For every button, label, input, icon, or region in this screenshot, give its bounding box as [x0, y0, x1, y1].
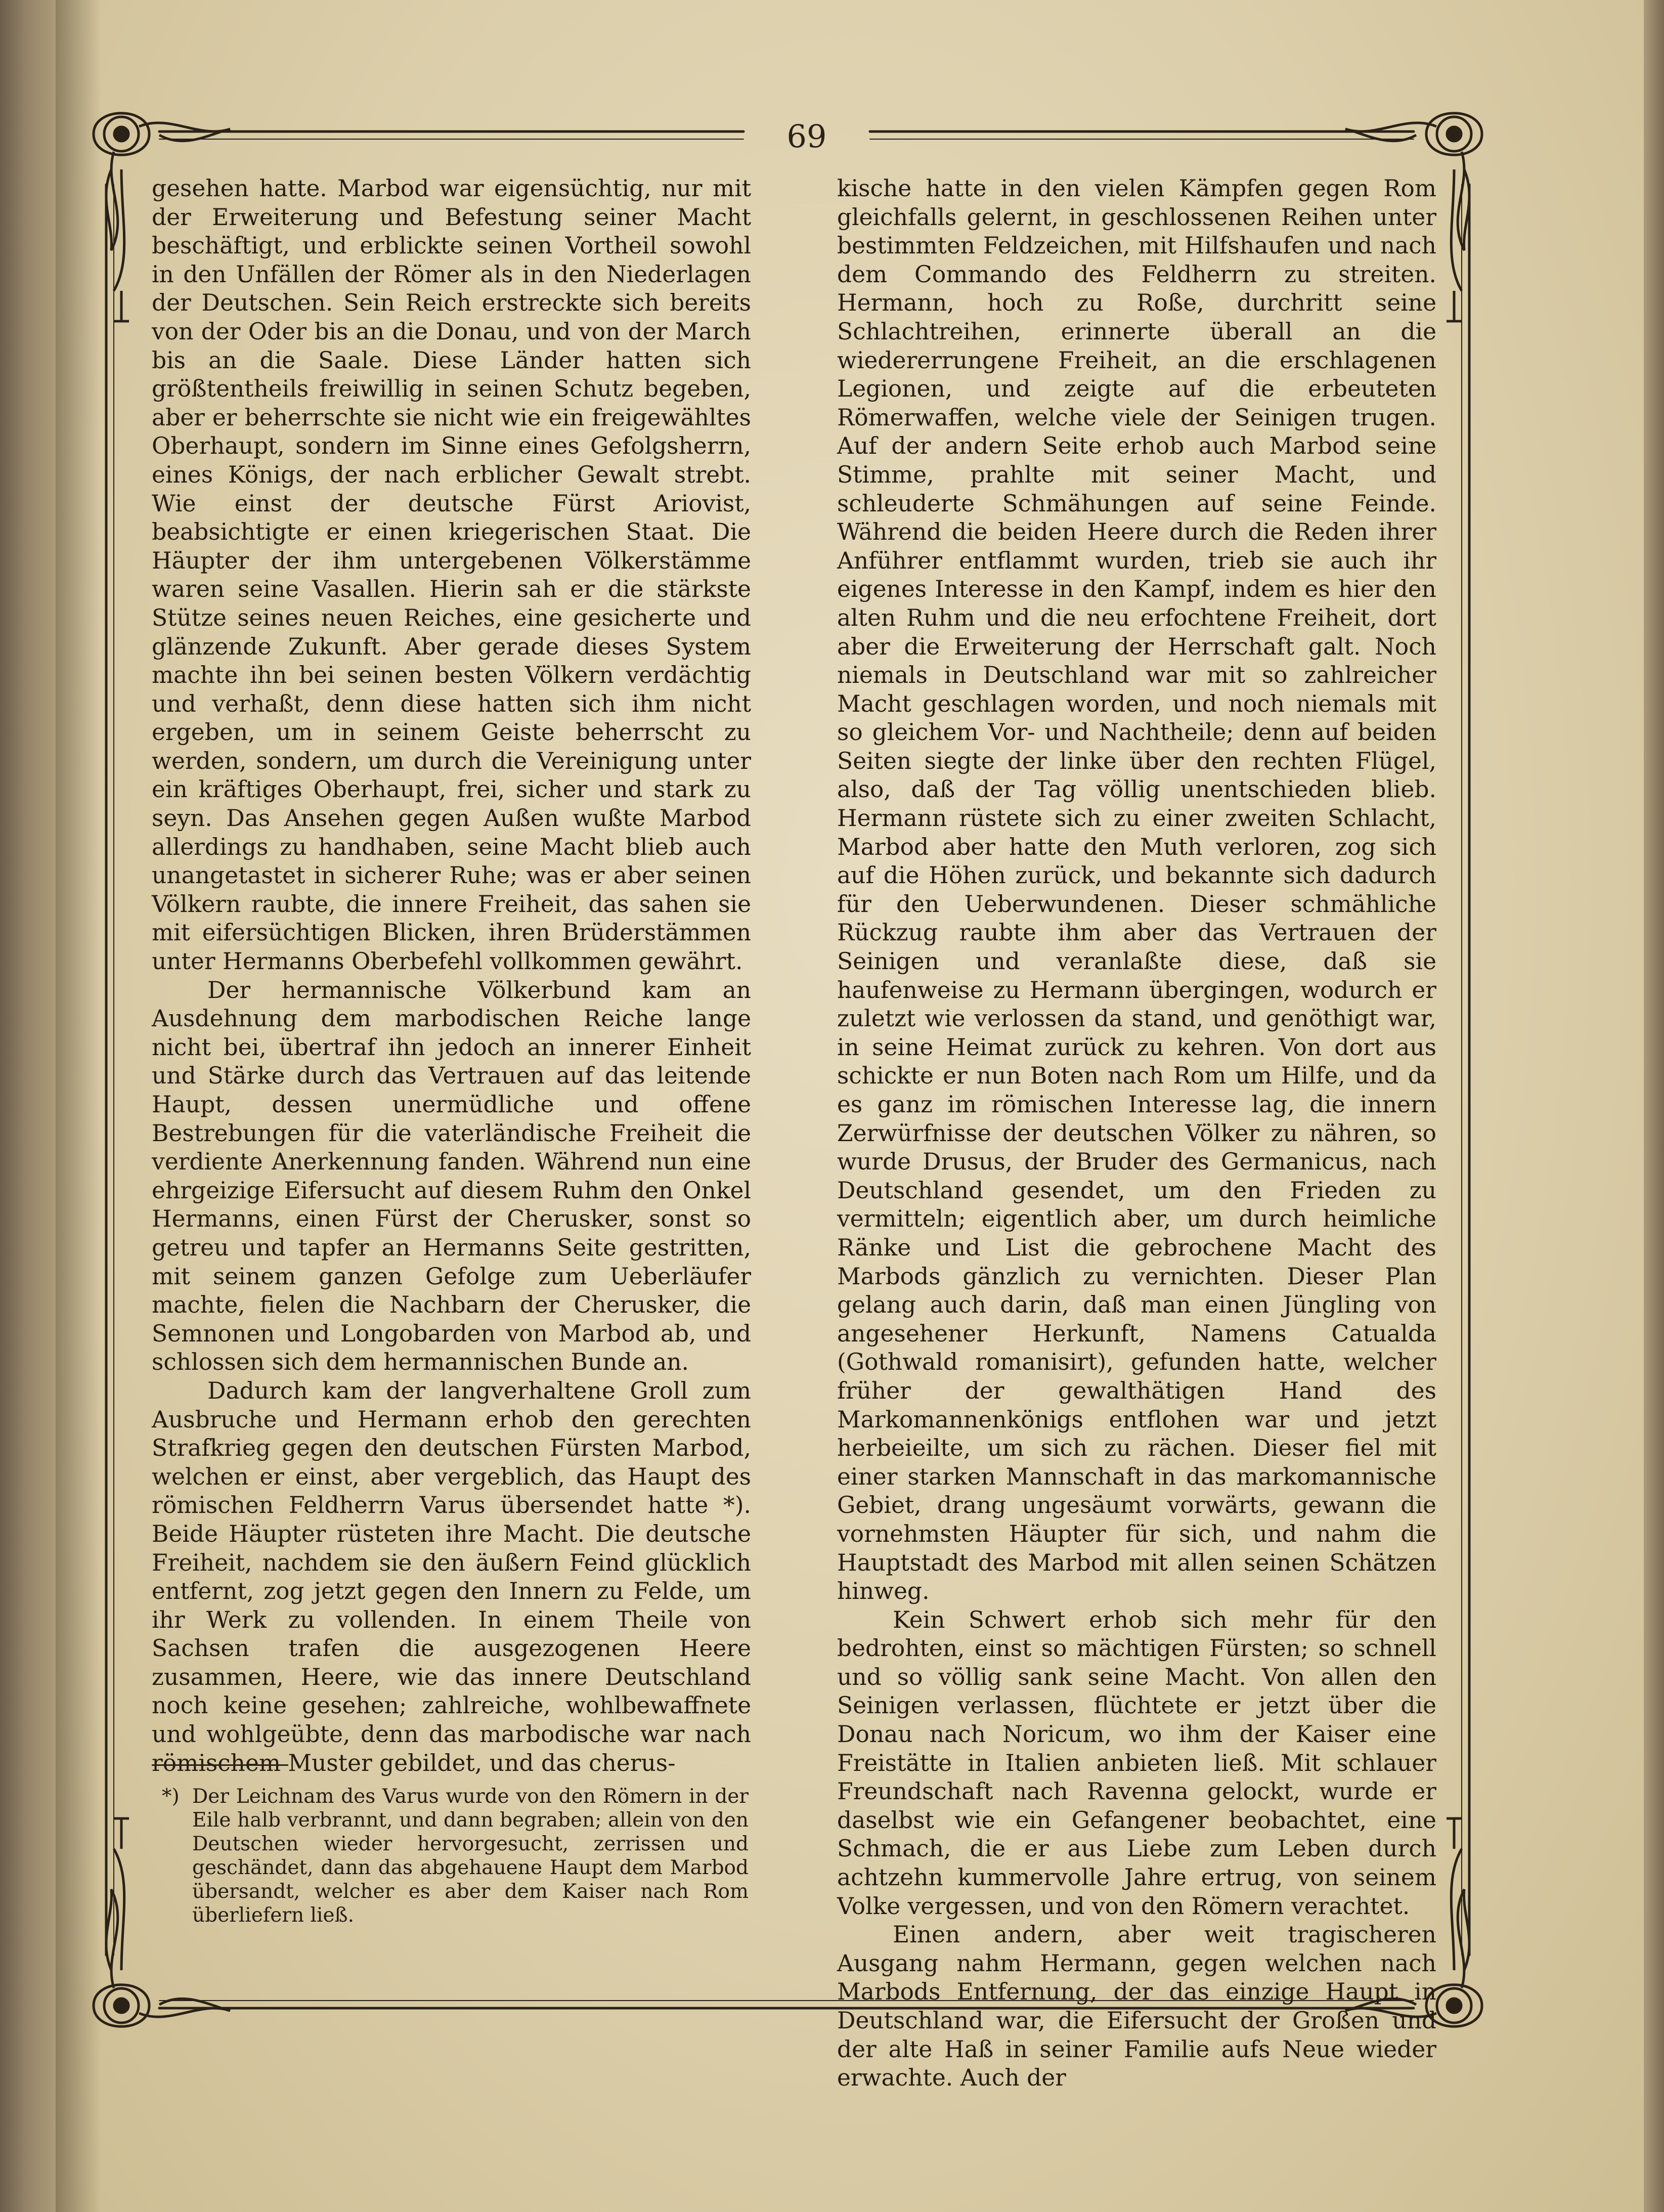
- footnote-rule: [152, 1764, 288, 1766]
- page-number: 69: [786, 118, 827, 155]
- paragraph: gesehen hatte. Marbod war eigensüchtig, nur mit der Erweiterung und Befestung seiner Macht beschäftigt, und erblickte seinen Vortheil sowohl in den Unfällen der Römer als in den Niederlagen der Deutschen. Sein Reich erstreckte sich bereits von der Oder bis an die Donau, und von der March bis an die Saale. Diese Länder hatten sich größtentheils freiwillig in seinen Schutz begeben, aber er beherrschte sie nicht wie ein freigewähltes Oberhaupt, sondern im Sinne eines Gefolgsherrn, eines Königs, der nach erblicher Gewalt strebt. Wie einst der deutsche Fürst Ariovist, beabsichtigte er einen kriegerischen Staat. Die Häupter der ihm untergebenen Völkerstämme waren seine Vasallen. Hierin sah er die stärkste Stütze seines neuen Reiches, eine gesicherte und glänzende Zukunft. Aber gerade dieses System machte ihn bei seinen besten Völkern verdächtig und verhaßt, denn diese hatten sich ihm nicht ergeben, um in seinem Geiste beherrscht zu werden, sondern, um durch die Vereinigung unter ein kräftiges Oberhaupt, frei, sicher und stark zu seyn. Das Ansehen gegen Außen wußte Marbod allerdings zu handhaben, seine Macht blieb auch unangetastet in sicherer Ruhe; was er aber seinen Völkern raubte, die innere Freiheit, das sahen sie mit eifersüchtigen Blicken, ihren Brüderstämmen unter Hermanns Oberbefehl vollkommen gewährt.: [152, 175, 751, 975]
- paragraph: Kein Schwert erhob sich mehr für den bedrohten, einst so mächtigen Fürsten; so schnell und so völlig sank seine Macht. Von allen den Seinigen verlassen, flüchtete er jetzt über die Donau nach Noricum, wo ihm der Kaiser eine Freistätte in Italien anbieten ließ. Mit schlauer Freundschaft nach Ravenna gelockt, wurde er daselbst wie ein Gefangener beobachtet, eine Schmach, die er aus Liebe zum Leben durch achtzehn kummervolle Jahre ertrug, von seinem Volke vergessen, und von den Römern verachtet.: [837, 1606, 1436, 1920]
- paragraph: kische hatte in den vielen Kämpfen gegen Rom gleichfalls gelernt, in geschlossenen Reihen unter bestimmten Feldzeichen, mit Hilfshaufen und nach dem Commando des Feldherrn zu streiten. Hermann, hoch zu Roße, durchritt seine Schlachtreihen, erinnerte überall an die wiedererrungene Freiheit, an die erschlagenen Legionen, und zeigte auf die erbeuteten Römerwaffen, welche viele der Seinigen trugen. Auf der andern Seite erhob auch Marbod seine Stimme, prahlte mit seiner Macht, und schleuderte Schmähungen auf seine Feinde. Während die beiden Heere durch die Reden ihrer Anführer entflammt wurden, trieb sie auch ihr eigenes Interesse in den Kampf, indem es hier den alten Ruhm und die neu erfochtene Freiheit, dort aber die Erweiterung der Herrschaft galt. Noch niemals in Deutschland war mit so zahlreicher Macht geschlagen worden, und noch niemals mit so gleichem Vor- und Nachtheile; denn auf beiden Seiten siegte der linke über den rechten Flügel, also, daß der Tag völlig unentschieden blieb. Hermann rüstete sich zu einer zweiten Schlacht, Marbod aber hatte den Muth verloren, zog sich auf die Höhen zurück, und bekannte sich dadurch für den Ueberwundenen. Dieser schmähliche Rückzug raubte ihm aber das Vertrauen der Seinigen und veranlaßte diese, daß sie haufenweise zu Hermann übergingen, wodurch er zuletzt wie verlossen da stand, und genöthigt war, in seine Heimat zurück zu kehren. Von dort aus schickte er nun Boten nach Rom um Hilfe, und da es ganz im römischen Interesse lag, die innern Zerwürfnisse der deutschen Völker zu nähren, so wurde Drusus, der Bruder des Germanicus, nach Deutschland gesendet, um den Frieden zu vermitteln; eigentlich aber, um durch heimliche Ränke und List die gebrochene Macht des Marbods gänzlich zu vernichten. Dieser Plan gelang auch darin, daß man einen Jüngling von angesehener Herkunft, Namens Catualda (Gothwald romanisirt), gefunden hatte, welcher früher der gewalthätigen Hand des Markomannenkönigs entflohen war und jetzt herbeieilte, um sich zu rächen. Dieser fiel mit einer starken Mannschaft in das markomannische Gebiet, drang ungesäumt vorwärts, gewann die vornehmsten Häupter für sich, und nahm die Hauptstadt des Marbod mit allen seinen Schätzen hinweg.: [837, 175, 1436, 1605]
- footnote: [162, 1785, 749, 1927]
- text-column-left: [152, 175, 751, 1985]
- paragraph: Dadurch kam der langverhaltene Groll zum Ausbruche und Hermann erhob den gerechten Strafkrieg gegen den deutschen Fürsten Marbod, welchen er einst, aber vergeblich, das Haupt des römischen Feldherrn Varus übersendet hatte *). Beide Häupter rüsteten ihre Macht. Die deutsche Freiheit, nachdem sie den äußern Feind glücklich entfernt, zog jetzt gegen den Innern zu Felde, um ihr Werk zu vollenden. In einem Theile von Sachsen trafen die ausgezogenen Heere zusammen, Heere, wie das innere Deutschland noch keine gesehen; zahlreiche, wohlbewaffnete und wohlgeübte, denn das marbodische war nach römischem Muster gebildet, und das cherus-: [152, 1377, 751, 1776]
- paragraph: Der hermannische Völkerbund kam an Ausdehnung dem marbodischen Reiche lange nicht bei, übertraf ihn jedoch an innerer Einheit und Stärke durch das Vertrauen auf das leitende Haupt, dessen unermüdliche und offene Bestrebungen für die vaterländische Freiheit die verdiente Anerkennung fanden. Während nun eine ehrgeizige Eifersucht auf diesem Ruhm den Onkel Hermanns, einen Fürst der Cherusker, sonst so getreu und tapfer an Hermanns Seite gestritten, mit seinem ganzen Gefolge zum Ueberläufer machte, fielen die Nachbarn der Cherusker, die Semnonen und Longobarden von Marbod ab, und schlossen sich dem hermannischen Bunde an.: [152, 976, 751, 1376]
- footnote-text: Der Leichnam des Varus wurde von den Römern in der Eile halb verbrannt, und dann begraben; allein von den Deutschen wieder hervorgesucht, zerrissen und geschändet, dann das abgehauene Haupt dem Marbod übersandt, welcher es aber dem Kaiser nach Rom überliefern ließ.: [192, 1785, 749, 1927]
- paragraph: Einen andern, aber weit tragischeren Ausgang nahm Hermann, gegen welchen nach Marbods Entfernung, der das einzige Haupt in Deutschland war, die Eifersucht der Großen und der alte Haß in seiner Familie aufs Neue wieder erwachte. Auch der: [837, 1921, 1436, 2092]
- text-column-right: [837, 175, 1436, 2092]
- footnote-marker: *): [162, 1785, 180, 1808]
